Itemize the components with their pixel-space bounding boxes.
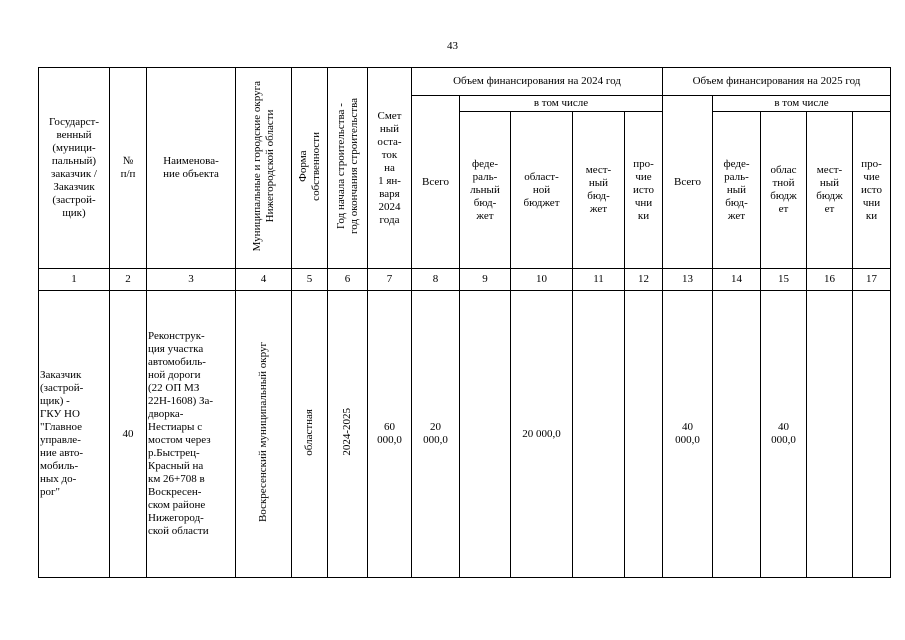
header-ownership: Форма собственности	[296, 131, 322, 201]
header-object-name: Наименова- ние объекта	[147, 68, 236, 269]
header-other-2024: про- чие исто чни ки	[625, 112, 663, 269]
column-number: 11	[573, 269, 625, 291]
row-federal-2024	[460, 291, 511, 578]
column-number: 1	[39, 269, 110, 291]
header-municipality: Муниципальные и городские округа Нижегородской области	[250, 80, 276, 252]
row-ownership: областная	[303, 408, 315, 456]
column-number: 16	[807, 269, 853, 291]
row-regional-2025: 40 000,0	[761, 291, 807, 578]
header-estimate: Смет ный оста- ток на 1 ян- варя 2024 года	[368, 68, 412, 269]
header-regional-2024: област- ной бюджет	[511, 112, 573, 269]
column-number-row	[39, 269, 891, 291]
column-number: 8	[412, 269, 460, 291]
row-years: 2024-2025	[341, 408, 353, 456]
column-number: 15	[761, 269, 807, 291]
row-federal-2025	[713, 291, 761, 578]
header-total-2025: Всего	[663, 96, 713, 269]
financing-table	[38, 67, 891, 578]
header-federal-2024: феде- раль- льный бюд- жет	[460, 112, 511, 269]
column-number: 6	[328, 269, 368, 291]
column-number: 3	[147, 269, 236, 291]
row-local-2025	[807, 291, 853, 578]
column-number: 13	[663, 269, 713, 291]
header-number: № п/п	[110, 68, 147, 269]
header-other-2025: про- чие исто чни ки	[853, 112, 891, 269]
row-total-2025: 40 000,0	[663, 291, 713, 578]
header-local-2024: мест- ный бюд- жет	[573, 112, 625, 269]
header-ownership-cell	[292, 68, 328, 269]
row-customer: Заказчик (застрой- щик) - ГКУ НО "Главное управле- ние авто- мобиль- ных до- рог"	[39, 291, 110, 578]
header-years-cell	[328, 68, 368, 269]
column-number: 2	[110, 269, 147, 291]
header-row-1	[39, 68, 891, 96]
header-including-2025: в том числе	[713, 96, 891, 112]
header-regional-2025: облас тной бюдж ет	[761, 112, 807, 269]
row-other-2024	[625, 291, 663, 578]
row-municipality: Воскресенский муниципальный округ	[257, 341, 269, 523]
header-federal-2025: феде- раль- ный бюд- жет	[713, 112, 761, 269]
header-funding-2024: Объем финансирования на 2024 год	[412, 68, 663, 96]
row-years-cell	[328, 291, 368, 578]
row-total-2024: 20 000,0	[412, 291, 460, 578]
column-number: 9	[460, 269, 511, 291]
column-number: 17	[853, 269, 891, 291]
row-number: 40	[110, 291, 147, 578]
row-ownership-cell	[292, 291, 328, 578]
row-other-2025	[853, 291, 891, 578]
page-number: 43	[447, 40, 458, 52]
header-including-2024: в том числе	[460, 96, 663, 112]
row-local-2024	[573, 291, 625, 578]
column-number: 14	[713, 269, 761, 291]
table-row	[39, 291, 891, 578]
header-years: Год начала строительства - год окончания строительства	[334, 98, 360, 234]
header-total-2024: Всего	[412, 96, 460, 269]
column-number: 12	[625, 269, 663, 291]
column-number: 5	[292, 269, 328, 291]
header-customer: Государст- венный (муници- пальный) заказчик / Заказчик (застрой- щик)	[39, 68, 110, 269]
row-municipality-cell	[236, 291, 292, 578]
header-funding-2025: Объем финансирования на 2025 год	[663, 68, 891, 96]
row-regional-2024: 20 000,0	[511, 291, 573, 578]
column-number: 10	[511, 269, 573, 291]
row-estimate: 60 000,0	[368, 291, 412, 578]
row-object-name: Реконструк- ция участка автомобиль- ной дороги (22 ОП МЗ 22Н-1608) За- дворка- Нестиары с мостом через р.Быстрец- Красный на км 26+708 в Воскресен- ском районе Нижегород- ской области	[147, 291, 236, 578]
column-number: 7	[368, 269, 412, 291]
header-municipality-cell	[236, 68, 292, 269]
column-number: 4	[236, 269, 292, 291]
header-local-2025: мест- ный бюдж ет	[807, 112, 853, 269]
